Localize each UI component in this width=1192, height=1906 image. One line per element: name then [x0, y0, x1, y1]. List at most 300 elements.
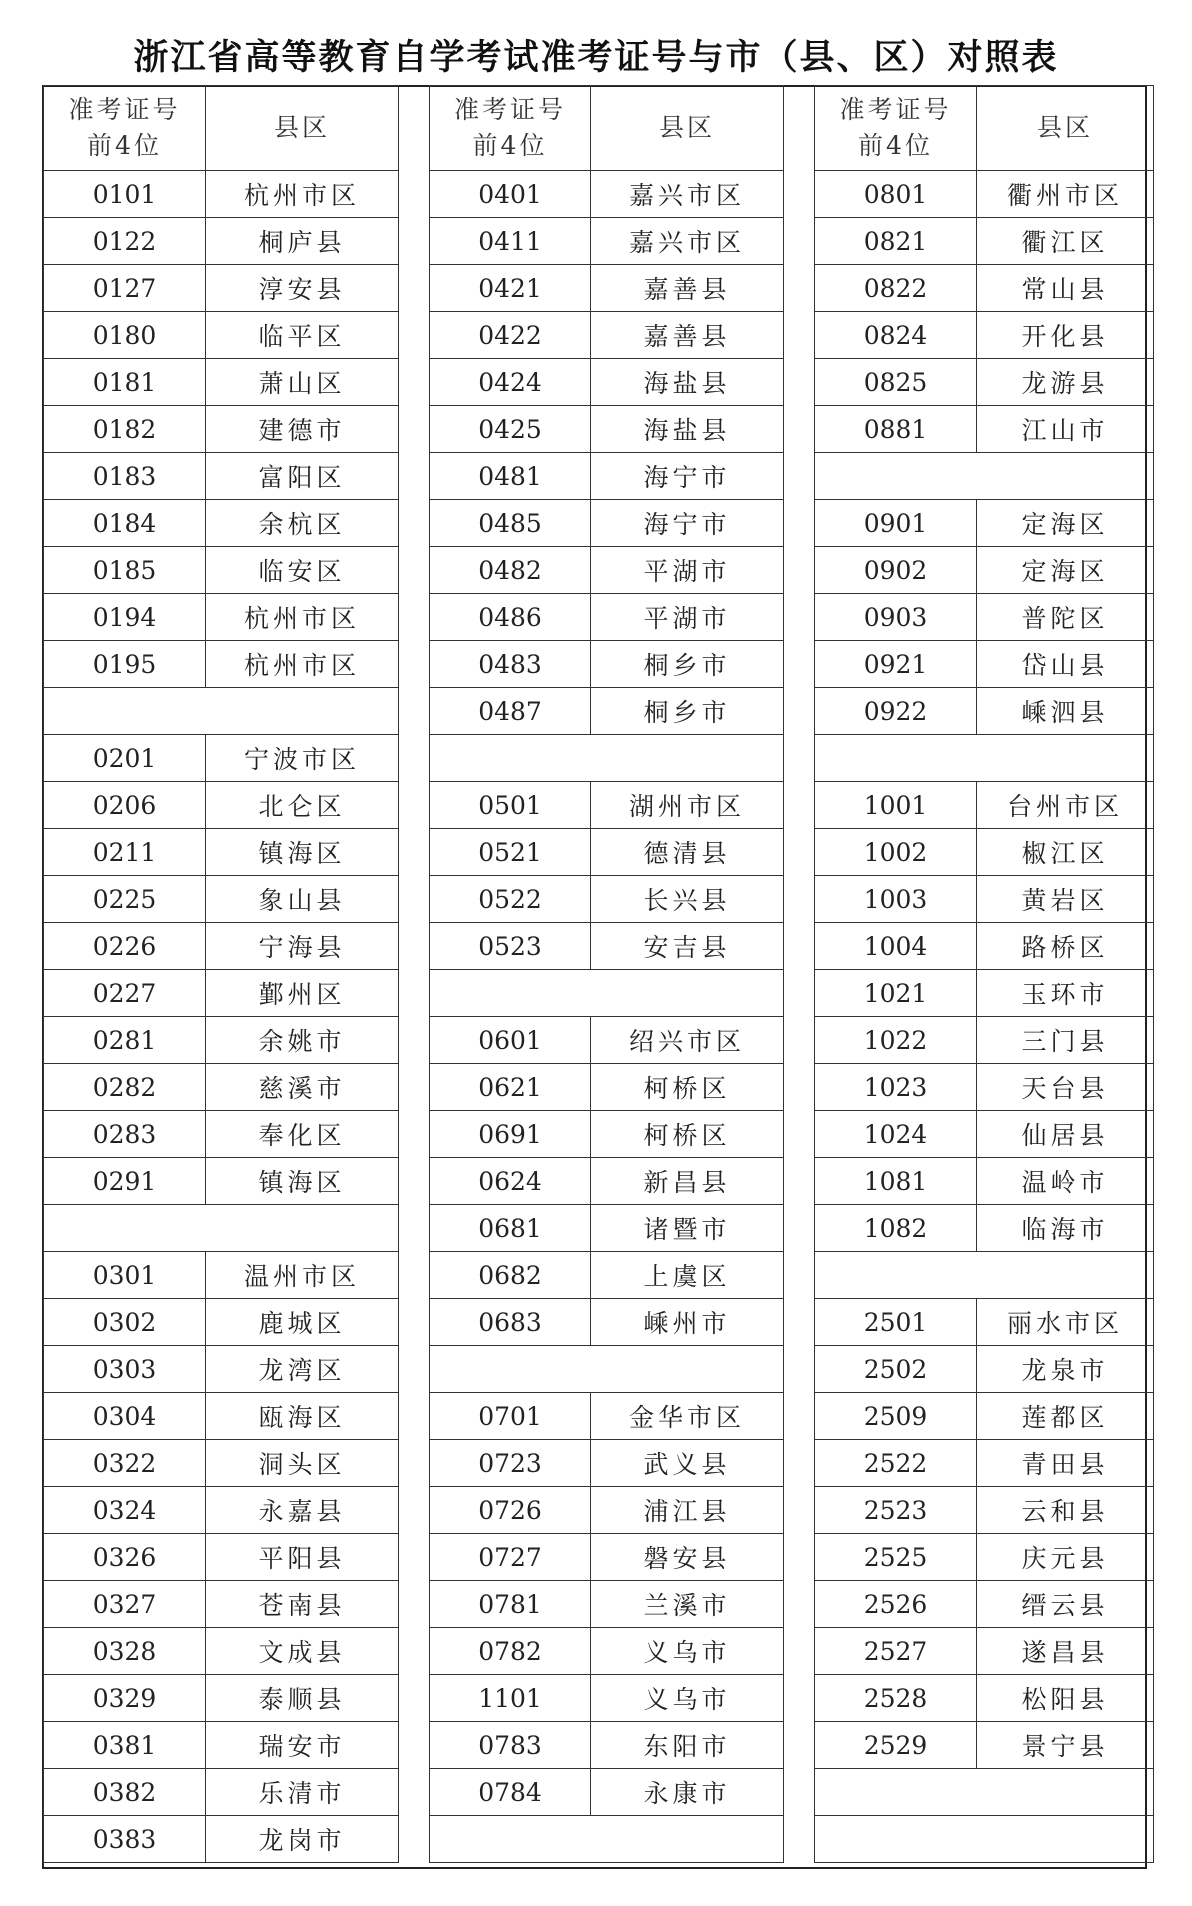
exam-code-cell: 0101 [44, 171, 206, 218]
area-cell: 江山市 [977, 406, 1154, 453]
area-cell: 余杭区 [206, 500, 399, 547]
table-row [430, 782, 784, 829]
area-cell: 镇海区 [206, 1158, 399, 1205]
area-cell: 宁波市区 [206, 735, 399, 782]
table-row [815, 970, 1154, 1017]
exam-code-cell: 0501 [430, 782, 591, 829]
table-row [430, 1675, 784, 1722]
exam-code-cell: 0324 [44, 1487, 206, 1534]
area-cell: 龙泉市 [977, 1346, 1154, 1393]
exam-code-cell: 0382 [44, 1769, 206, 1816]
area-cell: 台州市区 [977, 782, 1154, 829]
area-cell: 嵊泗县 [977, 688, 1154, 735]
exam-code-cell: 0181 [44, 359, 206, 406]
header-code-line2: 前4位 [858, 131, 933, 160]
exam-code-cell: 0401 [430, 171, 591, 218]
area-cell: 建德市 [206, 406, 399, 453]
table-row [44, 641, 399, 688]
exam-code-cell: 0226 [44, 923, 206, 970]
area-cell: 兰溪市 [591, 1581, 784, 1628]
area-cell: 鄞州区 [206, 970, 399, 1017]
exam-code-cell: 0523 [430, 923, 591, 970]
table-row [815, 312, 1154, 359]
area-cell: 淳安县 [206, 265, 399, 312]
table-row [430, 594, 784, 641]
exam-code-cell: 0182 [44, 406, 206, 453]
table-row [430, 1440, 784, 1487]
table-row [430, 641, 784, 688]
area-cell: 温岭市 [977, 1158, 1154, 1205]
area-cell: 绍兴市区 [591, 1017, 784, 1064]
exam-code-cell: 0283 [44, 1111, 206, 1158]
table-row [44, 1158, 399, 1205]
table-row [430, 359, 784, 406]
exam-code-cell: 0486 [430, 594, 591, 641]
table-row [44, 876, 399, 923]
header-code-line1: 准考证号 [68, 95, 181, 124]
area-cell: 湖州市区 [591, 782, 784, 829]
exam-code-cell: 0922 [815, 688, 977, 735]
table-row [815, 1017, 1154, 1064]
header-code-line1: 准考证号 [453, 95, 566, 124]
exam-code-cell: 0327 [44, 1581, 206, 1628]
table-row [44, 547, 399, 594]
area-cell: 遂昌县 [977, 1628, 1154, 1675]
area-cell: 龙岗市 [206, 1816, 399, 1863]
table-row [44, 1769, 399, 1816]
exam-code-cell: 2525 [815, 1534, 977, 1581]
table-row [44, 1628, 399, 1675]
table-row [430, 265, 784, 312]
table-row [44, 923, 399, 970]
header-area: 县区 [206, 86, 399, 171]
table-row [44, 1205, 399, 1252]
exam-code-cell: 0825 [815, 359, 977, 406]
table-row [44, 1675, 399, 1722]
table-row [430, 1581, 784, 1628]
table-row [44, 1111, 399, 1158]
blank-separator-row [44, 688, 399, 735]
area-cell: 镇海区 [206, 829, 399, 876]
area-cell: 杭州市区 [206, 594, 399, 641]
area-cell: 磐安县 [591, 1534, 784, 1581]
area-cell: 海宁市 [591, 500, 784, 547]
exam-code-cell: 0184 [44, 500, 206, 547]
exam-code-cell: 0304 [44, 1393, 206, 1440]
table-row [815, 406, 1154, 453]
table-row [44, 1346, 399, 1393]
table-row [44, 265, 399, 312]
table-row [815, 641, 1154, 688]
exam-code-cell: 0701 [430, 1393, 591, 1440]
exam-code-cell: 2528 [815, 1675, 977, 1722]
area-cell: 龙游县 [977, 359, 1154, 406]
area-cell: 杭州市区 [206, 171, 399, 218]
exam-code-cell: 2527 [815, 1628, 977, 1675]
area-cell: 宁海县 [206, 923, 399, 970]
area-cell: 嘉兴市区 [591, 171, 784, 218]
table-row [815, 500, 1154, 547]
table-row [44, 171, 399, 218]
table-row [430, 171, 784, 218]
table-row [815, 1722, 1154, 1769]
exam-code-cell: 0425 [430, 406, 591, 453]
exam-code-cell: 0691 [430, 1111, 591, 1158]
area-cell: 嘉善县 [591, 265, 784, 312]
exam-code-cell: 0487 [430, 688, 591, 735]
table-row [815, 1675, 1154, 1722]
area-cell: 北仑区 [206, 782, 399, 829]
area-cell: 温州市区 [206, 1252, 399, 1299]
table-row [44, 1252, 399, 1299]
area-cell: 永嘉县 [206, 1487, 399, 1534]
area-cell: 青田县 [977, 1440, 1154, 1487]
exam-code-cell: 0424 [430, 359, 591, 406]
table-row [430, 1158, 784, 1205]
table-row [815, 1346, 1154, 1393]
exam-code-cell: 0521 [430, 829, 591, 876]
header-code [44, 86, 206, 171]
exam-code-cell: 0726 [430, 1487, 591, 1534]
exam-code-cell: 0227 [44, 970, 206, 1017]
area-cell: 萧山区 [206, 359, 399, 406]
area-cell: 桐庐县 [206, 218, 399, 265]
area-cell: 瓯海区 [206, 1393, 399, 1440]
exam-code-cell: 1081 [815, 1158, 977, 1205]
area-cell: 海盐县 [591, 406, 784, 453]
table-group-2 [429, 85, 784, 1863]
exam-code-cell: 0194 [44, 594, 206, 641]
exam-code-cell: 0328 [44, 1628, 206, 1675]
area-cell: 嘉善县 [591, 312, 784, 359]
exam-code-cell: 2523 [815, 1487, 977, 1534]
table-header-row [44, 86, 399, 171]
exam-code-cell: 0185 [44, 547, 206, 594]
exam-code-cell: 0624 [430, 1158, 591, 1205]
table-row [430, 1346, 784, 1393]
table-row [44, 1064, 399, 1111]
area-cell: 三门县 [977, 1017, 1154, 1064]
blank-separator-row [815, 1252, 1154, 1299]
area-cell: 文成县 [206, 1628, 399, 1675]
blank-separator-row [815, 1769, 1154, 1816]
table-header-row [815, 86, 1154, 171]
table-row [44, 1581, 399, 1628]
table-row [44, 500, 399, 547]
exam-code-cell: 0481 [430, 453, 591, 500]
blank-separator-row [430, 1816, 784, 1863]
area-cell: 鹿城区 [206, 1299, 399, 1346]
table-row [44, 218, 399, 265]
exam-code-cell: 0782 [430, 1628, 591, 1675]
area-cell: 莲都区 [977, 1393, 1154, 1440]
exam-code-cell: 0482 [430, 547, 591, 594]
exam-code-cell: 1023 [815, 1064, 977, 1111]
area-cell: 柯桥区 [591, 1111, 784, 1158]
exam-code-cell: 0822 [815, 265, 977, 312]
area-cell: 富阳区 [206, 453, 399, 500]
area-cell: 岱山县 [977, 641, 1154, 688]
table-row [44, 1299, 399, 1346]
exam-code-cell: 1101 [430, 1675, 591, 1722]
area-cell: 海盐县 [591, 359, 784, 406]
table-row [815, 829, 1154, 876]
exam-code-cell: 0621 [430, 1064, 591, 1111]
area-cell: 安吉县 [591, 923, 784, 970]
header-area: 县区 [591, 86, 784, 171]
table-row [815, 782, 1154, 829]
exam-code-cell: 0281 [44, 1017, 206, 1064]
blank-separator-row [815, 453, 1154, 500]
table-row [430, 312, 784, 359]
exam-code-cell: 2522 [815, 1440, 977, 1487]
area-cell: 东阳市 [591, 1722, 784, 1769]
area-cell: 德清县 [591, 829, 784, 876]
area-cell: 桐乡市 [591, 688, 784, 735]
table-row [430, 970, 784, 1017]
area-cell: 长兴县 [591, 876, 784, 923]
area-cell: 路桥区 [977, 923, 1154, 970]
area-cell: 苍南县 [206, 1581, 399, 1628]
table-row [44, 594, 399, 641]
table-row [44, 453, 399, 500]
area-cell: 玉环市 [977, 970, 1154, 1017]
table-row [430, 1816, 784, 1863]
table-group-3 [814, 85, 1154, 1863]
exam-code-cell: 0921 [815, 641, 977, 688]
table-row [44, 1487, 399, 1534]
area-cell: 永康市 [591, 1769, 784, 1816]
exam-code-cell: 0422 [430, 312, 591, 359]
table-row [44, 1816, 399, 1863]
area-cell: 平阳县 [206, 1534, 399, 1581]
exam-code-cell: 0381 [44, 1722, 206, 1769]
table-row [815, 1252, 1154, 1299]
blank-separator-row [815, 1816, 1154, 1863]
exam-code-cell: 0683 [430, 1299, 591, 1346]
area-cell: 上虞区 [591, 1252, 784, 1299]
area-cell: 临平区 [206, 312, 399, 359]
table-row [430, 1534, 784, 1581]
table-row [815, 1581, 1154, 1628]
table-row [44, 1722, 399, 1769]
area-cell: 诸暨市 [591, 1205, 784, 1252]
exam-code-cell: 0824 [815, 312, 977, 359]
table-row [815, 1816, 1154, 1863]
blank-separator-row [430, 735, 784, 782]
exam-code-cell: 0291 [44, 1158, 206, 1205]
table-row [44, 406, 399, 453]
exam-code-cell: 1002 [815, 829, 977, 876]
exam-code-cell: 2529 [815, 1722, 977, 1769]
table-row [44, 782, 399, 829]
header-code [430, 86, 591, 171]
area-cell: 景宁县 [977, 1722, 1154, 1769]
blank-separator-row [430, 1346, 784, 1393]
table-row [44, 970, 399, 1017]
area-cell: 黄岩区 [977, 876, 1154, 923]
area-cell: 定海区 [977, 500, 1154, 547]
table-row [430, 453, 784, 500]
table-row [430, 1064, 784, 1111]
table-row [430, 1111, 784, 1158]
table-row [430, 1769, 784, 1816]
table-row [430, 547, 784, 594]
table-row [815, 1299, 1154, 1346]
table-row [44, 312, 399, 359]
area-cell: 乐清市 [206, 1769, 399, 1816]
area-cell: 浦江县 [591, 1487, 784, 1534]
exam-code-cell: 2526 [815, 1581, 977, 1628]
exam-code-cell: 0881 [815, 406, 977, 453]
area-cell: 洞头区 [206, 1440, 399, 1487]
table-row [815, 1534, 1154, 1581]
exam-code-cell: 2501 [815, 1299, 977, 1346]
table-row [815, 453, 1154, 500]
exam-code-cell: 0302 [44, 1299, 206, 1346]
table-row [430, 1205, 784, 1252]
exam-code-cell: 0201 [44, 735, 206, 782]
exam-code-cell: 0127 [44, 265, 206, 312]
exam-code-cell: 0180 [44, 312, 206, 359]
table-header-row [430, 86, 784, 171]
exam-code-cell: 0225 [44, 876, 206, 923]
table-row [815, 1628, 1154, 1675]
table-row [815, 218, 1154, 265]
exam-code-cell: 0383 [44, 1816, 206, 1863]
table-row [815, 876, 1154, 923]
exam-code-cell: 0206 [44, 782, 206, 829]
table-row [430, 1393, 784, 1440]
exam-code-cell: 0682 [430, 1252, 591, 1299]
exam-code-cell: 0322 [44, 1440, 206, 1487]
table-row [430, 829, 784, 876]
exam-code-cell: 0783 [430, 1722, 591, 1769]
area-cell: 义乌市 [591, 1628, 784, 1675]
header-code-line2: 前4位 [87, 131, 162, 160]
table-row [430, 1017, 784, 1064]
exam-code-cell: 0601 [430, 1017, 591, 1064]
table-row [430, 876, 784, 923]
table-row [815, 547, 1154, 594]
table-row [815, 688, 1154, 735]
area-cell: 桐乡市 [591, 641, 784, 688]
area-cell: 临海市 [977, 1205, 1154, 1252]
exam-code-cell: 0183 [44, 453, 206, 500]
exam-code-cell: 0211 [44, 829, 206, 876]
table-row [430, 218, 784, 265]
table-row [815, 1158, 1154, 1205]
blank-separator-row [430, 970, 784, 1017]
area-cell: 天台县 [977, 1064, 1154, 1111]
exam-code-cell: 1082 [815, 1205, 977, 1252]
table-row [815, 171, 1154, 218]
exam-code-cell: 0301 [44, 1252, 206, 1299]
area-cell: 慈溪市 [206, 1064, 399, 1111]
area-cell: 象山县 [206, 876, 399, 923]
exam-code-cell: 0303 [44, 1346, 206, 1393]
exam-code-cell: 2509 [815, 1393, 977, 1440]
exam-code-cell: 1001 [815, 782, 977, 829]
exam-code-cell: 0195 [44, 641, 206, 688]
area-cell: 衢州市区 [977, 171, 1154, 218]
exam-code-cell: 0902 [815, 547, 977, 594]
table-row [44, 688, 399, 735]
area-cell: 平湖市 [591, 547, 784, 594]
table-row [430, 735, 784, 782]
exam-code-cell: 1024 [815, 1111, 977, 1158]
area-cell: 庆元县 [977, 1534, 1154, 1581]
table-row [430, 406, 784, 453]
area-cell: 龙湾区 [206, 1346, 399, 1393]
table-row [430, 1722, 784, 1769]
table-row [815, 1440, 1154, 1487]
exam-code-cell: 1021 [815, 970, 977, 1017]
area-cell: 定海区 [977, 547, 1154, 594]
table-row [815, 1111, 1154, 1158]
area-cell: 余姚市 [206, 1017, 399, 1064]
exam-code-cell: 0901 [815, 500, 977, 547]
table-row [815, 923, 1154, 970]
table-row [815, 735, 1154, 782]
header-area: 县区 [977, 86, 1154, 171]
header-code-line2: 前4位 [472, 131, 548, 160]
exam-code-cell: 1003 [815, 876, 977, 923]
table-row [430, 500, 784, 547]
exam-code-cell: 0483 [430, 641, 591, 688]
area-cell: 临安区 [206, 547, 399, 594]
table-row [44, 359, 399, 406]
table-row [815, 1393, 1154, 1440]
area-cell: 普陀区 [977, 594, 1154, 641]
area-cell: 平湖市 [591, 594, 784, 641]
area-cell: 椒江区 [977, 829, 1154, 876]
header-code [815, 86, 977, 171]
table-row [430, 1487, 784, 1534]
table-row [815, 1769, 1154, 1816]
exam-code-cell: 0421 [430, 265, 591, 312]
table-row [44, 735, 399, 782]
exam-code-cell: 0821 [815, 218, 977, 265]
table-row [430, 688, 784, 735]
table-row [815, 359, 1154, 406]
area-cell: 衢江区 [977, 218, 1154, 265]
table-row [44, 1534, 399, 1581]
exam-code-cell: 0282 [44, 1064, 206, 1111]
area-cell: 义乌市 [591, 1675, 784, 1722]
exam-code-cell: 0329 [44, 1675, 206, 1722]
area-cell: 常山县 [977, 265, 1154, 312]
exam-code-cell: 0727 [430, 1534, 591, 1581]
area-cell: 云和县 [977, 1487, 1154, 1534]
exam-code-cell: 0801 [815, 171, 977, 218]
exam-code-cell: 1004 [815, 923, 977, 970]
area-cell: 新昌县 [591, 1158, 784, 1205]
area-cell: 嵊州市 [591, 1299, 784, 1346]
header-code-line1: 准考证号 [839, 95, 952, 124]
exam-code-cell: 0903 [815, 594, 977, 641]
table-row [44, 829, 399, 876]
area-cell: 海宁市 [591, 453, 784, 500]
area-cell: 嘉兴市区 [591, 218, 784, 265]
table-row [430, 1299, 784, 1346]
exam-code-cell: 0784 [430, 1769, 591, 1816]
exam-code-cell: 0723 [430, 1440, 591, 1487]
table-row [815, 1064, 1154, 1111]
area-cell: 开化县 [977, 312, 1154, 359]
area-cell: 奉化区 [206, 1111, 399, 1158]
table-row [815, 265, 1154, 312]
